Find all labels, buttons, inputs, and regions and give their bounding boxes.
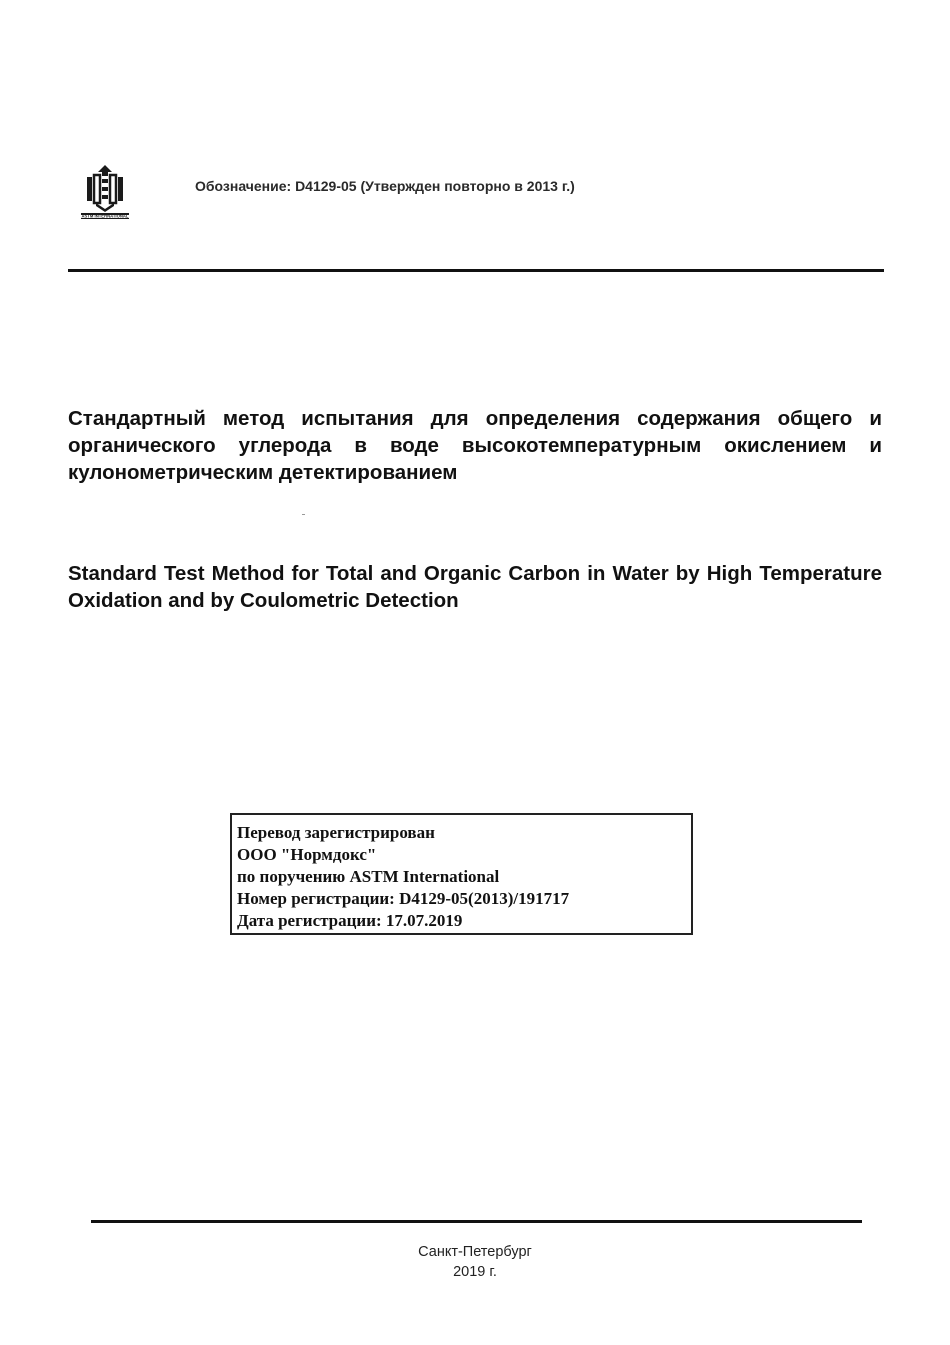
stray-mark — [302, 514, 305, 515]
registration-line-number: Номер регистрации: D4129-05(2013)/191717 — [237, 889, 570, 908]
title-russian: Стандартный метод испытания для определения содержания общего и органического углерода в воде высокотемпературным окислением и кулонометрическим детектированием — [68, 407, 882, 484]
registration-line-status: Перевод зарегистрирован — [237, 823, 435, 842]
astm-logo — [78, 163, 132, 221]
bottom-divider — [91, 1220, 862, 1223]
registration-line-company: ООО "Нормдокс" — [237, 845, 377, 864]
registration-line-authority: по поручению ASTM International — [237, 867, 500, 886]
designation-line: Обозначение: D4129-05 (Утвержден повторно в 2013 г.) — [195, 178, 575, 194]
registration-line-date: Дата регистрации: 17.07.2019 — [237, 911, 463, 930]
footer-year: 2019 г. — [453, 1264, 497, 1280]
registration-stamp — [230, 813, 693, 935]
top-divider — [68, 269, 884, 272]
logo-text: ASTM INTERNATIONAL — [81, 213, 129, 219]
title-english: Standard Test Method for Total and Organic Carbon in Water by High Temperature Oxidation and by Coulometric Detection — [68, 562, 882, 612]
footer-city: Санкт-Петербург — [418, 1244, 532, 1260]
